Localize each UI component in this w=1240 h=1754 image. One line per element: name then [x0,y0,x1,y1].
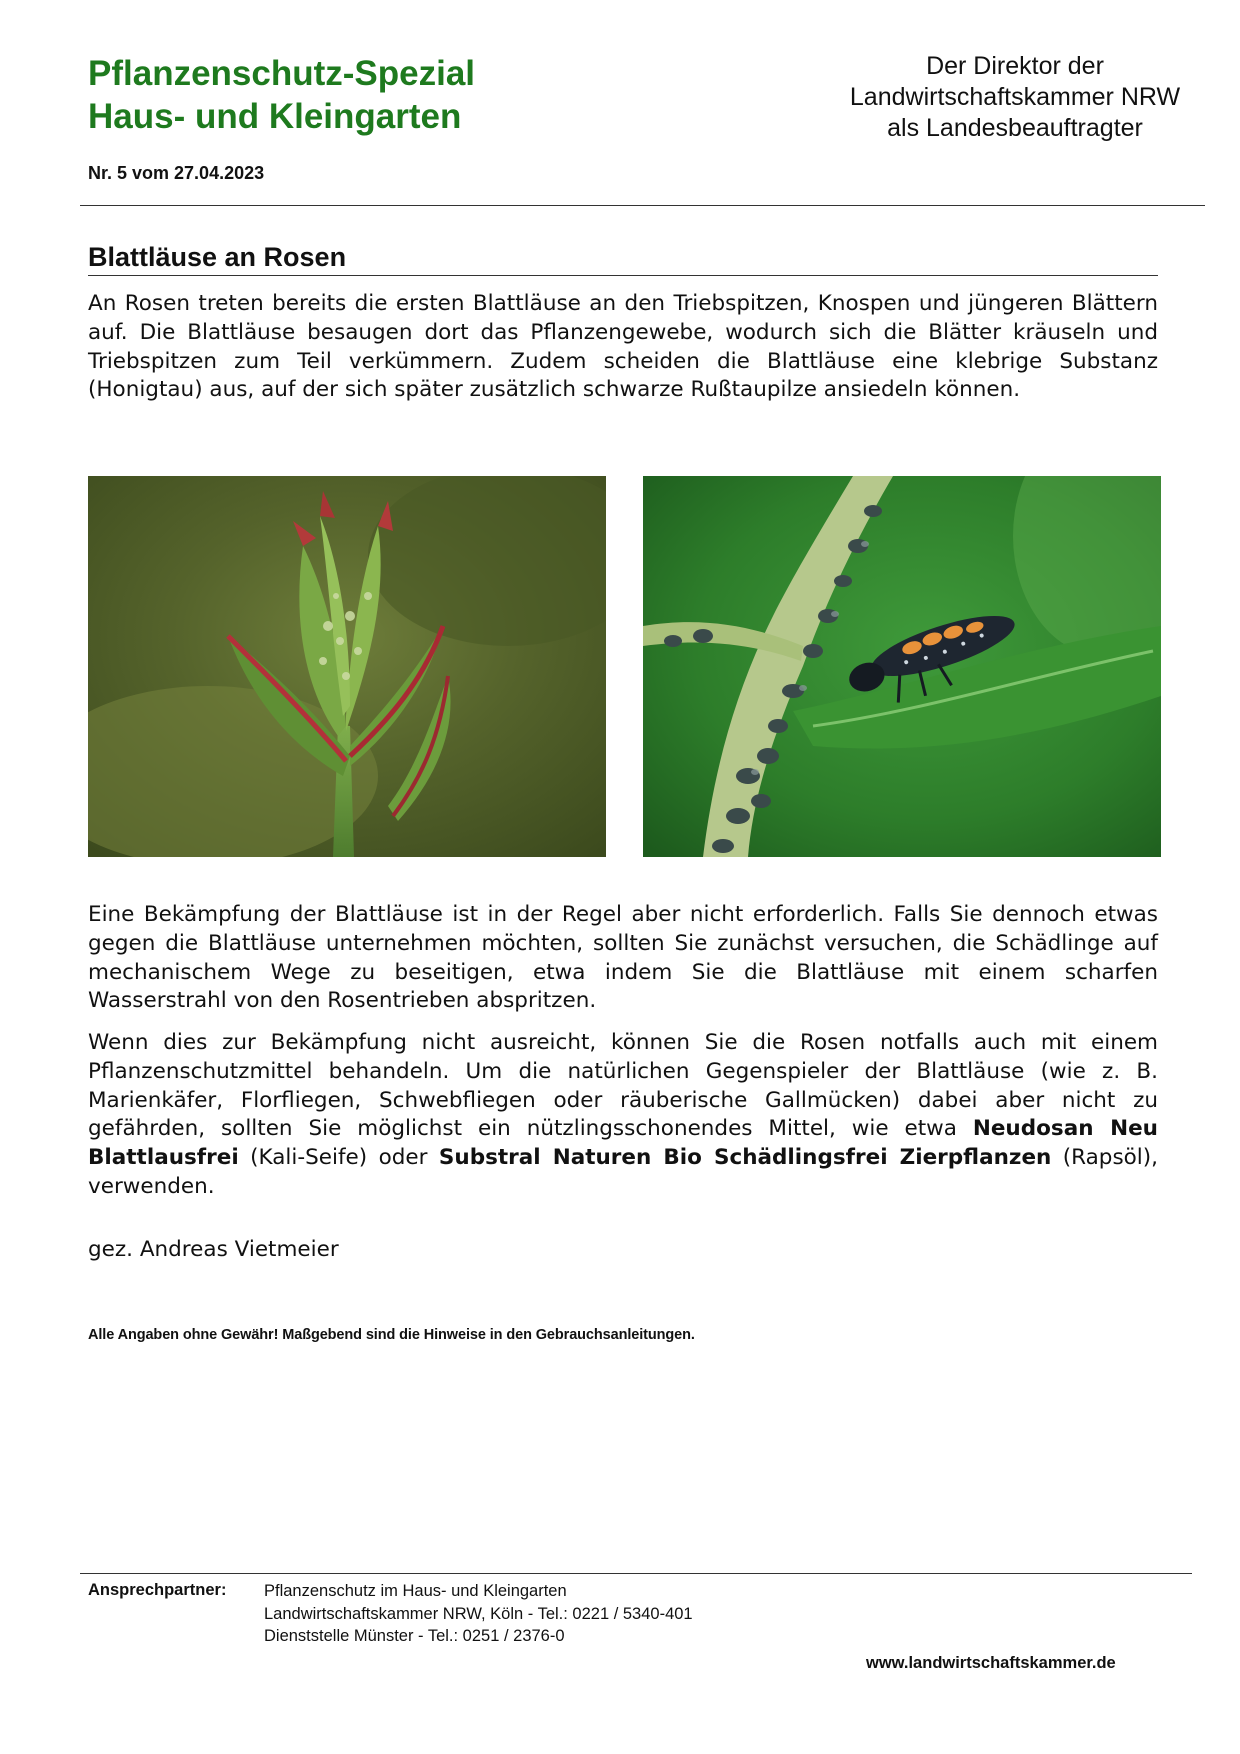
product-name: Neudosan Neu Blattlausfrei [88,1116,1158,1171]
intro-paragraph: An Rosen treten bereits die ersten Blattläuse an den Triebspitzen, Knospen und jüngeren Blättern auf. Die Blattläuse besaugen dort das Pflanzengewebe, wodurch sich die Blätter kräuseln und Triebspitzen zum Teil verkümmern. Zudem scheiden die Blattläuse eine klebrige Substanz (Honigtau) aus, auf der sich später zusätzlich schwarze Rußtaupilze ansiedeln können. [88,291,1158,403]
control-paragraph: Eine Bekämpfung der Blattläuse ist in der Regel aber nicht erforderlich. Falls Sie dennoch etwas gegen die Blattläuse unternehmen möchten, sollten Sie zunächst versuchen, die Schädlinge auf mechanischem Wege zu beseitigen, etwa indem Sie die Blattläuse mit einem scharfen Wasserstrahl von den Rosentrieben abspritzen. [88,902,1158,1014]
contact-label: Ansprechpartner: [88,1581,227,1599]
treatment-text: (Rapsöl), verwenden. [88,1145,1159,1199]
issue-number-date: Nr. 5 vom 27.04.2023 [88,163,265,183]
article-heading: Blattläuse an Rosen [88,242,347,272]
publication-title-line1: Pflanzenschutz-Spezial [88,54,476,93]
rose-shoot-aphids-photo [88,476,606,857]
authority-line: als Landesbeauftragter [887,114,1143,142]
footer-divider [80,1573,1192,1574]
signature: gez. Andreas Vietmeier [88,1237,339,1262]
authority-line: Landwirtschaftskammer NRW [849,83,1181,111]
disclaimer: Alle Angaben ohne Gewähr! Maßgebend sind die Hinweise in den Gebrauchsanleitungen. [88,1327,695,1343]
product-name: Substral Naturen Bio Schädlingsfrei Zierpflanzen [438,1145,1052,1171]
ladybird-larva-aphids-photo [643,476,1161,857]
publication-title-line2: Haus- und Kleingarten [88,97,462,136]
header-divider [80,205,1205,206]
treatment-text: (Kali-Seife) oder [238,1145,439,1171]
issuing-authority [820,51,1210,144]
treatment-text: Wenn dies zur Bekämpfung nicht ausreicht, können Sie die Rosen notfalls auch mit einem Pflanzenschutzmittel behandeln. Um die natürlichen Gegenspieler der Blattläuse (wie z. B. Marienkäfer, Florfliegen, Schwebfliegen oder räuberische Gallmücken) dabei aber nicht zu gefährden, sollten Sie möglichst ein nützlingsschonendes Mittel, wie etwa [88,1030,1158,1142]
contact-details [264,1580,693,1648]
contact-line: Landwirtschaftskammer NRW, Köln - Tel.: 0221 / 5340-401 [264,1604,693,1623]
treatment-paragraph [88,1029,1158,1202]
authority-line: Der Direktor der [926,52,1104,80]
contact-line: Pflanzenschutz im Haus- und Kleingarten [264,1582,567,1600]
contact-line: Dienststelle Münster - Tel.: 0251 / 2376-0 [264,1627,565,1645]
website-link[interactable]: www.landwirtschaftskammer.de [866,1654,1116,1672]
heading-underline [88,275,1158,276]
